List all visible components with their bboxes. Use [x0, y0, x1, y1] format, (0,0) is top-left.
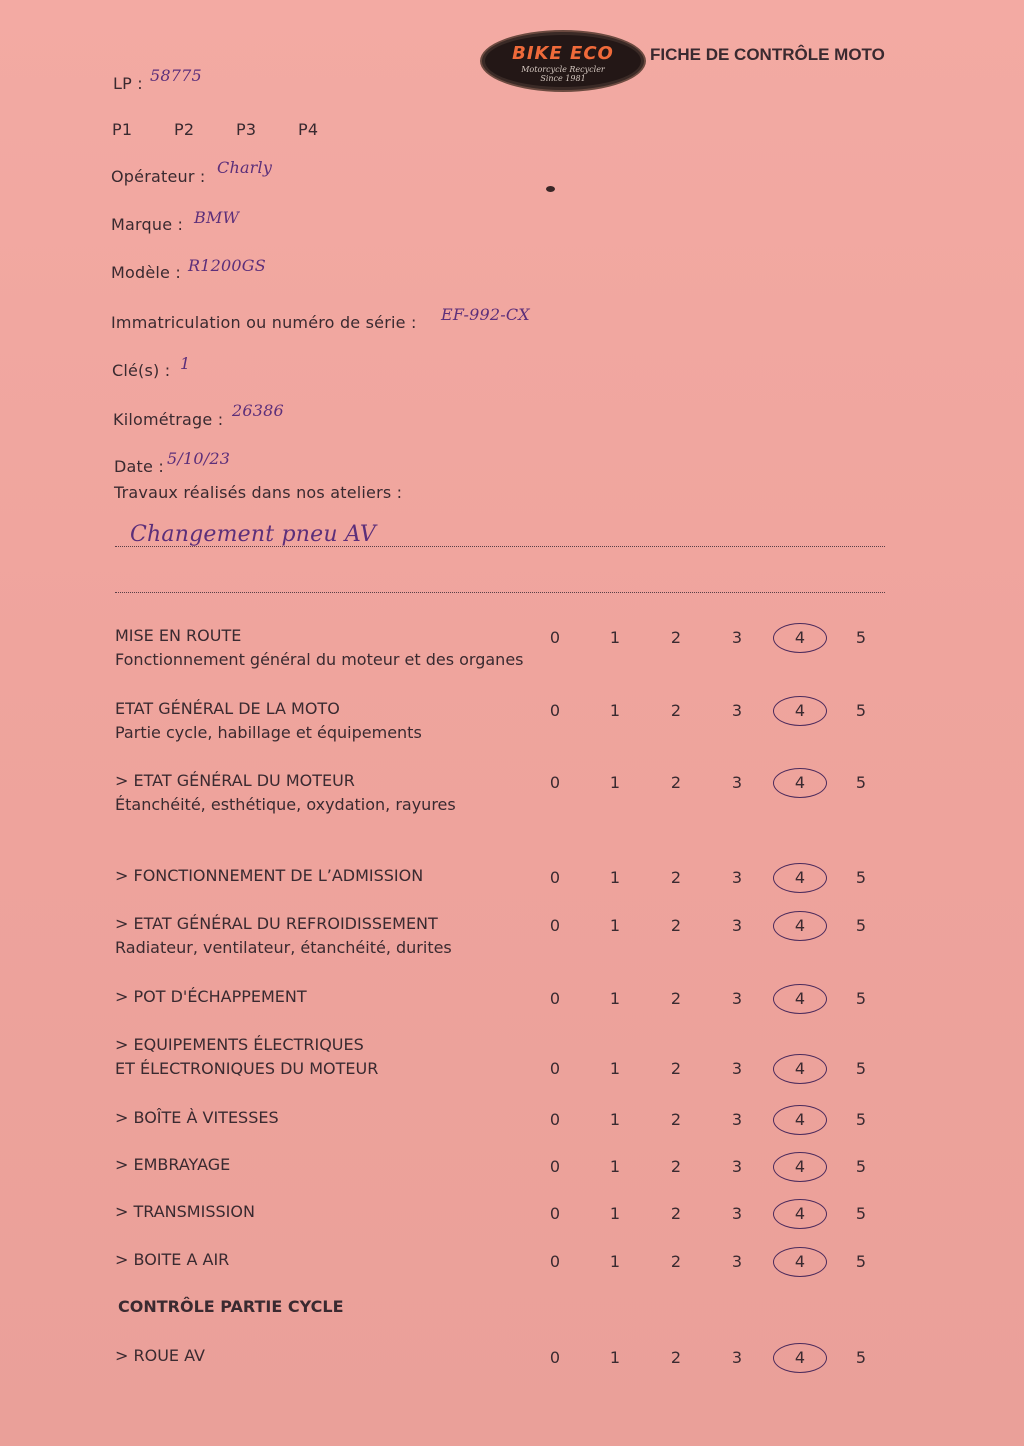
- selected-score-circle: [773, 696, 827, 726]
- checklist-item-10: [115, 1200, 255, 1224]
- score-option-2: 2: [670, 701, 682, 720]
- lp-value: 58775: [150, 66, 202, 85]
- checklist-item-5: [115, 912, 452, 960]
- ink-spot: [546, 186, 555, 192]
- score-option-3: 3: [731, 773, 743, 792]
- selected-score-circle: [773, 984, 827, 1014]
- marque-value: BMW: [194, 208, 240, 227]
- score-option-5: 5: [855, 1252, 867, 1271]
- item-subtitle: ET ÉLECTRONIQUES DU MOTEUR: [115, 1059, 379, 1078]
- score-option-5: 5: [855, 1157, 867, 1176]
- selected-score-circle: [773, 1105, 827, 1135]
- modele-value: R1200GS: [188, 256, 266, 275]
- score-option-5: 5: [855, 1059, 867, 1078]
- score-option-0: 0: [549, 1204, 561, 1223]
- travaux-line-2: [115, 592, 885, 593]
- score-option-0: 0: [549, 916, 561, 935]
- score-option-5: 5: [855, 1348, 867, 1367]
- score-option-3: 3: [731, 1252, 743, 1271]
- item-title: > FONCTIONNEMENT DE L’ADMISSION: [115, 866, 424, 885]
- item-subtitle: Partie cycle, habillage et équipements: [115, 723, 422, 742]
- selected-score-circle: [773, 1054, 827, 1084]
- score-option-2: 2: [670, 1157, 682, 1176]
- selected-score-circle: [773, 1343, 827, 1373]
- score-option-0: 0: [549, 989, 561, 1008]
- score-option-2: 2: [670, 989, 682, 1008]
- travaux-line-1: [115, 546, 885, 547]
- score-option-4: 4: [794, 868, 806, 887]
- item-title: MISE EN ROUTE: [115, 626, 242, 645]
- score-option-3: 3: [731, 628, 743, 647]
- score-option-1: 1: [609, 773, 621, 792]
- item-subtitle: Radiateur, ventilateur, étanchéité, durites: [115, 938, 452, 957]
- item-title: > ETAT GÉNÉRAL DU MOTEUR: [115, 771, 355, 790]
- score-option-3: 3: [731, 989, 743, 1008]
- score-option-5: 5: [855, 989, 867, 1008]
- item-subtitle: Fonctionnement général du moteur et des organes: [115, 650, 524, 669]
- score-option-3: 3: [731, 1204, 743, 1223]
- item-title: > TRANSMISSION: [115, 1202, 255, 1221]
- score-option-1: 1: [609, 916, 621, 935]
- score-option-2: 2: [670, 1059, 682, 1078]
- score-option-0: 0: [549, 701, 561, 720]
- checklist-item-8: [115, 1106, 279, 1130]
- selected-score-circle: [773, 768, 827, 798]
- position-p3: P3: [236, 120, 257, 139]
- score-option-1: 1: [609, 1348, 621, 1367]
- travaux-label: Travaux réalisés dans nos ateliers :: [114, 483, 403, 502]
- score-option-1: 1: [609, 1059, 621, 1078]
- operateur-value: Charly: [217, 158, 273, 177]
- score-option-3: 3: [731, 701, 743, 720]
- score-option-3: 3: [731, 1110, 743, 1129]
- section-title-partie-cycle: CONTRÔLE PARTIE CYCLE: [118, 1297, 344, 1316]
- score-option-2: 2: [670, 628, 682, 647]
- immat-label: Immatriculation ou numéro de série :: [111, 313, 417, 332]
- item-title: > BOÎTE À VITESSES: [115, 1108, 279, 1127]
- score-option-4: 4: [794, 628, 806, 647]
- km-label: Kilométrage :: [113, 410, 224, 429]
- modele-label: Modèle :: [111, 263, 181, 282]
- position-p1: P1: [112, 120, 133, 139]
- score-option-3: 3: [731, 1059, 743, 1078]
- score-option-1: 1: [609, 989, 621, 1008]
- marque-label: Marque :: [111, 215, 184, 234]
- score-option-2: 2: [670, 1110, 682, 1129]
- score-option-0: 0: [549, 628, 561, 647]
- score-option-3: 3: [731, 916, 743, 935]
- score-option-1: 1: [609, 628, 621, 647]
- date-value: 5/10/23: [167, 449, 231, 468]
- score-option-0: 0: [549, 1348, 561, 1367]
- score-option-5: 5: [855, 916, 867, 935]
- item-title: > EMBRAYAGE: [115, 1155, 231, 1174]
- item-title: > POT D'ÉCHAPPEMENT: [115, 987, 307, 1006]
- score-option-0: 0: [549, 1059, 561, 1078]
- item-subtitle: Étanchéité, esthétique, oxydation, rayures: [115, 795, 456, 814]
- score-option-1: 1: [609, 868, 621, 887]
- score-option-3: 3: [731, 868, 743, 887]
- score-option-4: 4: [794, 1059, 806, 1078]
- score-option-4: 4: [794, 701, 806, 720]
- operateur-label: Opérateur :: [111, 167, 206, 186]
- checklist-item-9: [115, 1153, 230, 1177]
- score-option-4: 4: [794, 1252, 806, 1271]
- checklist-item-2: [115, 697, 422, 745]
- score-option-1: 1: [609, 1204, 621, 1223]
- score-option-4: 4: [794, 1204, 806, 1223]
- km-value: 26386: [232, 401, 284, 420]
- page-title: FICHE DE CONTRÔLE MOTO: [650, 45, 885, 64]
- score-option-2: 2: [670, 773, 682, 792]
- cles-label: Clé(s) :: [112, 361, 171, 380]
- score-option-1: 1: [609, 1110, 621, 1129]
- checklist-item-cycle-1: [115, 1344, 205, 1368]
- checklist-item-7: [115, 1033, 378, 1081]
- item-title: > ETAT GÉNÉRAL DU REFROIDISSEMENT: [115, 914, 438, 933]
- checklist-item-6: [115, 985, 307, 1009]
- score-option-1: 1: [609, 1157, 621, 1176]
- score-option-0: 0: [549, 1157, 561, 1176]
- item-title: > ROUE AV: [115, 1346, 205, 1365]
- checklist-item-3: [115, 769, 456, 817]
- position-p2: P2: [174, 120, 195, 139]
- score-option-3: 3: [731, 1157, 743, 1176]
- score-option-3: 3: [731, 1348, 743, 1367]
- logo-since-line: Since 1981: [540, 74, 586, 83]
- score-option-4: 4: [794, 1348, 806, 1367]
- score-option-5: 5: [855, 1204, 867, 1223]
- score-option-0: 0: [549, 868, 561, 887]
- selected-score-circle: [773, 1199, 827, 1229]
- score-option-5: 5: [855, 1110, 867, 1129]
- checklist-item-4: [115, 864, 423, 888]
- cles-value: 1: [180, 354, 191, 373]
- score-option-1: 1: [609, 701, 621, 720]
- score-option-5: 5: [855, 701, 867, 720]
- logo-tagline: [482, 65, 644, 83]
- item-title: > BOITE A AIR: [115, 1250, 230, 1269]
- checklist-item-1: [115, 624, 524, 672]
- item-title: > EQUIPEMENTS ÉLECTRIQUES: [115, 1035, 364, 1054]
- score-option-5: 5: [855, 773, 867, 792]
- bike-eco-logo: [480, 30, 646, 92]
- score-option-0: 0: [549, 773, 561, 792]
- selected-score-circle: [773, 1152, 827, 1182]
- item-title: ETAT GÉNÉRAL DE LA MOTO: [115, 699, 340, 718]
- score-option-4: 4: [794, 773, 806, 792]
- score-option-0: 0: [549, 1110, 561, 1129]
- score-option-0: 0: [549, 1252, 561, 1271]
- logo-tagline-line: Motorcycle Recycler: [521, 65, 605, 74]
- selected-score-circle: [773, 623, 827, 653]
- score-option-2: 2: [670, 916, 682, 935]
- logo-text: BIKE ECO: [512, 43, 614, 64]
- score-option-4: 4: [794, 989, 806, 1008]
- score-option-2: 2: [670, 1252, 682, 1271]
- score-option-1: 1: [609, 1252, 621, 1271]
- score-option-4: 4: [794, 1110, 806, 1129]
- score-option-4: 4: [794, 916, 806, 935]
- selected-score-circle: [773, 1247, 827, 1277]
- lp-label: LP :: [113, 74, 143, 93]
- date-label: Date :: [114, 457, 164, 476]
- selected-score-circle: [773, 911, 827, 941]
- score-option-2: 2: [670, 1348, 682, 1367]
- score-option-5: 5: [855, 868, 867, 887]
- travaux-value: Changement pneu AV: [130, 522, 376, 547]
- score-option-5: 5: [855, 628, 867, 647]
- selected-score-circle: [773, 863, 827, 893]
- position-p4: P4: [298, 120, 319, 139]
- checklist-item-11: [115, 1248, 229, 1272]
- immat-value: EF-992-CX: [441, 305, 530, 324]
- score-option-4: 4: [794, 1157, 806, 1176]
- score-option-2: 2: [670, 1204, 682, 1223]
- score-option-2: 2: [670, 868, 682, 887]
